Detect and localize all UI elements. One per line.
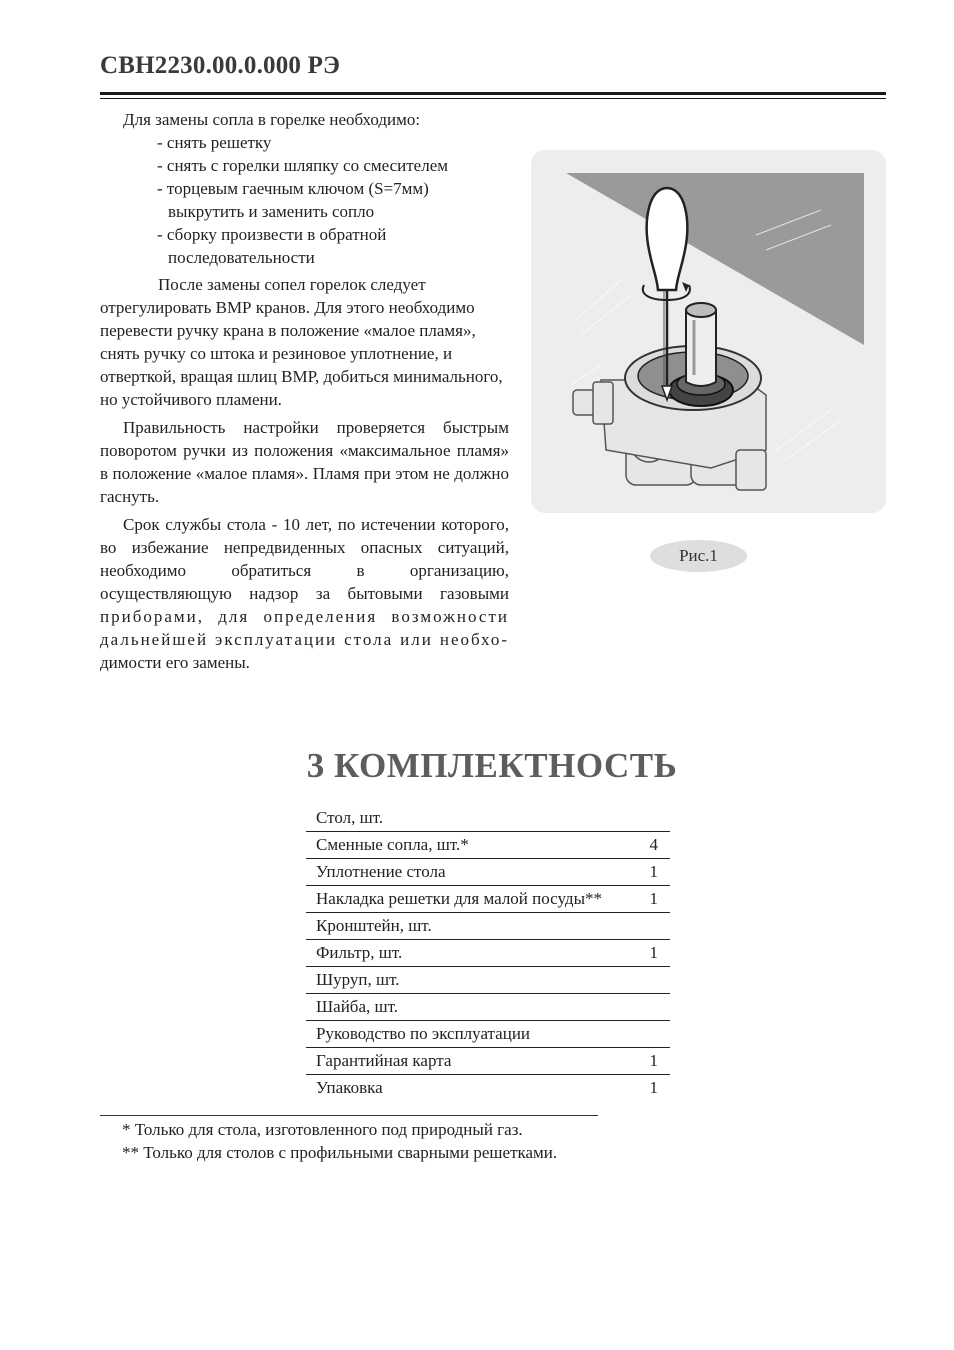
table-row [306,832,670,859]
table-row [306,886,670,913]
table-row [306,805,670,832]
header-rule-thick [100,92,886,95]
item-qty [638,805,670,832]
figure-illustration [531,150,886,513]
item-qty: 1 [638,940,670,967]
step-item: - снять решетку [157,133,272,152]
item-name: Гарантийная карта [306,1048,638,1075]
footnote-welded-grates: ** Только для столов с профильными сварными решетками. [122,1143,558,1162]
service-life-text-c: дальнейшей эксплуатации стола или необхо- [100,630,509,649]
step-item: - снять с горелки шляпку со смесителем [157,156,449,175]
screwdriver-handle-shape [647,188,688,290]
table-row [306,1075,670,1102]
item-qty: 1 [638,886,670,913]
replacement-steps [100,131,509,269]
item-name: Сменные сопла, шт.* [306,832,638,859]
item-qty [638,913,670,940]
table-row [306,940,670,967]
item-name: Уплотнение стола [306,859,638,886]
service-life-text-b: приборами, для определения возможности [100,607,509,626]
service-life-text-d: димости его замены. [100,653,250,672]
table-row [306,859,670,886]
screwdriver-valve-drawing [531,150,886,513]
table-row [306,994,670,1021]
item-qty [638,1021,670,1048]
footnotes [122,1118,557,1164]
item-qty [638,967,670,994]
item-qty: 1 [649,1078,658,1097]
adjustment-paragraph: После замены сопел горелок следует отрегулировать ВМР кранов. Для этого необходимо перевести ручку крана в положение «малое пламя», снять ручку со штока и резиновое уплотнение, и отверткой, вращая шлиц ВМР, добиться минимального, но устойчивого пламени. [100,275,503,409]
table-row [306,967,670,994]
item-qty: 1 [638,1048,670,1075]
step-item: - сборку произвести в обратной последовательности [157,225,387,267]
table-row [306,913,670,940]
item-name: Кронштейн, шт. [306,913,638,940]
valve-stem-shape [686,310,716,386]
contents-table [306,805,670,1101]
section-title: 3 КОМПЛЕКТНОСТЬ [306,746,678,785]
item-name: Руководство по эксплуатации [306,1021,638,1048]
service-life-text-a: Срок службы стола - 10 лет, по истечении которого, во избежание непредвиденных опасных ситуаций, необходимо обратиться в организацию, осуществляющую надзор за бытовыми газовыми [100,515,509,603]
item-name: Упаковка [316,1078,383,1097]
item-qty: 1 [638,859,670,886]
footnote-natural-gas: * Только для стола, изготовленного под природный газ. [122,1120,523,1139]
nozzle-replacement-intro: Для замены сопла в горелке необходимо: [123,110,421,129]
step-item: - торцевым гаечным ключом (S=7мм) выкрутить и заменить сопло [157,179,429,221]
item-qty [638,994,670,1021]
figure-caption: Рис.1 [650,540,747,572]
footnote-divider [100,1115,598,1116]
header-rule-thin [100,98,886,99]
service-life-paragraph [100,513,509,674]
item-name: Шуруп, шт. [306,967,638,994]
document-code: СВН2230.00.0.000 РЭ [100,52,341,79]
item-name: Шайба, шт. [306,994,638,1021]
item-name: Стол, шт. [306,805,638,832]
instructions-column [100,108,509,674]
item-name: Фильтр, шт. [306,940,638,967]
table-row [306,1048,670,1075]
item-qty: 4 [638,832,670,859]
table-row [306,1021,670,1048]
check-paragraph: Правильность настройки проверяется быстрым поворотом ручки из положения «максимальное пламя» в положение «малое пламя». Пламя при этом не должно гаснуть. [100,418,509,506]
item-name: Накладка решетки для малой посуды** [306,886,638,913]
